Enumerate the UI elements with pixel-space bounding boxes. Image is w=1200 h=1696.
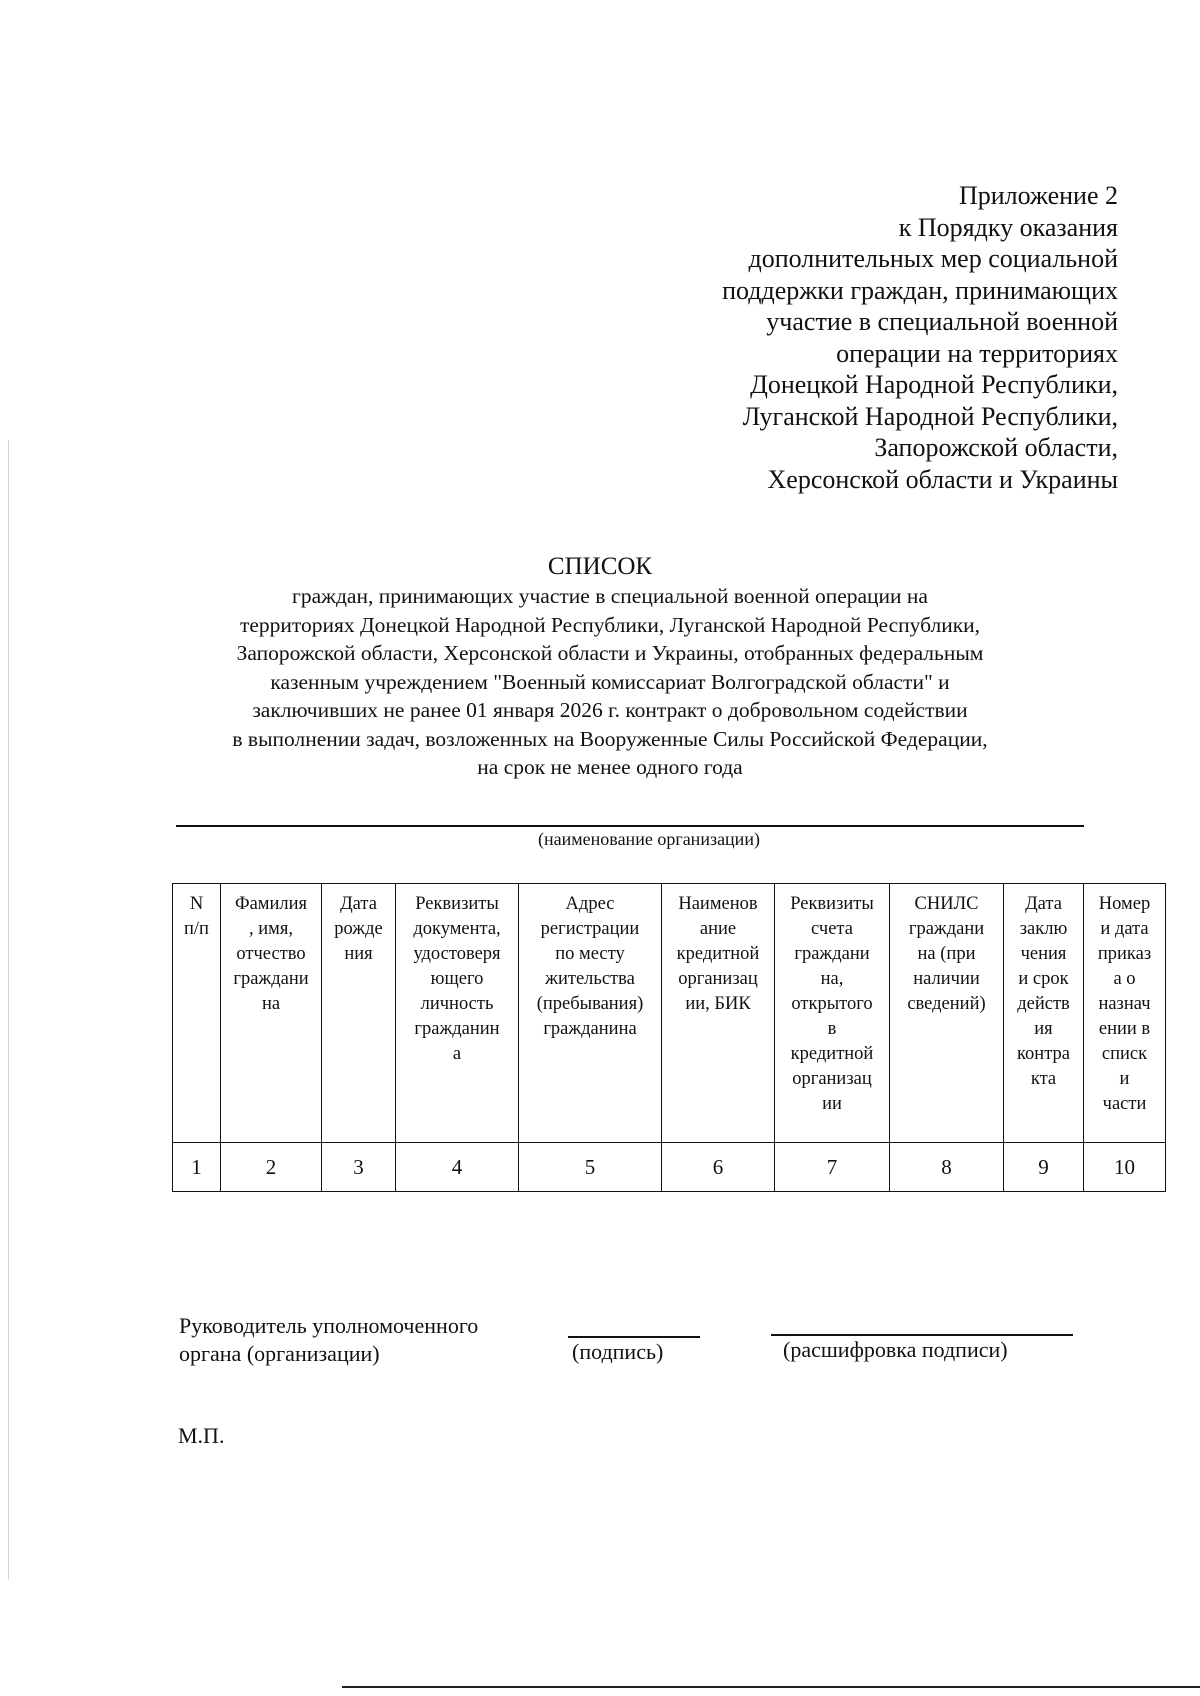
header-line: Адрес [565, 894, 615, 914]
header-line: кредитной [790, 1044, 874, 1064]
header-line: гражданина [543, 1019, 637, 1039]
header-line: ия [1034, 1019, 1053, 1039]
column-number-cell: 3 [322, 1143, 396, 1192]
header-line: организац [792, 1069, 872, 1089]
column-number-cell: 10 [1084, 1143, 1166, 1192]
header-col-number [173, 884, 221, 1143]
document-subtitle [160, 582, 1060, 782]
header-line: и срок [1018, 969, 1069, 989]
subtitle-line: в выполнении задач, возложенных на Вооруженные Силы Российской Федерации, [232, 726, 988, 751]
signatory-label [179, 1312, 478, 1368]
appendix-line: операции на территориях [836, 338, 1118, 368]
header-col-order [1084, 884, 1166, 1143]
header-col-id-document [396, 884, 519, 1143]
header-line: а [452, 1044, 462, 1064]
page-scan-edge [8, 440, 9, 1580]
header-line: граждани [908, 919, 985, 939]
column-number-cell: 2 [221, 1143, 322, 1192]
header-line: ии [822, 1094, 842, 1114]
header-line: ния [344, 944, 373, 964]
header-col-birthdate [322, 884, 396, 1143]
column-number-cell: 6 [662, 1143, 775, 1192]
header-line: СНИЛС [914, 894, 979, 914]
header-line: ии, БИК [685, 994, 751, 1014]
column-number-cell: 5 [519, 1143, 662, 1192]
subtitle-line: территориях Донецкой Народной Республики, Луганской Народной Республики, [239, 612, 981, 637]
header-line: кта [1030, 1069, 1057, 1089]
header-line: Дата [1025, 894, 1062, 914]
column-number-cell: 7 [775, 1143, 890, 1192]
header-line: (пребывания) [536, 994, 644, 1014]
header-line: заклю [1019, 919, 1068, 939]
header-line: регистрации [540, 919, 640, 939]
appendix-line: Приложение 2 [958, 181, 1118, 210]
column-number-cell: 9 [1004, 1143, 1084, 1192]
stamp-place-label: М.П. [178, 1423, 225, 1448]
header-line: и [1119, 1069, 1130, 1089]
header-line: приказ [1097, 944, 1152, 964]
subtitle-line: на срок не менее одного года [477, 755, 743, 779]
signature-caption: (подпись) [572, 1339, 664, 1364]
header-line: , имя, [249, 919, 293, 939]
appendix-line: дополнительных мер социальной [748, 244, 1118, 273]
signature-decode-caption: (расшифровка подписи) [783, 1337, 1008, 1362]
column-number-cell: 4 [396, 1143, 519, 1192]
header-col-fullname [221, 884, 322, 1143]
header-line: Фамилия [234, 894, 308, 914]
subtitle-line: Запорожской области, Херсонской области и Украины, отобранных федеральным [236, 641, 984, 665]
header-line: чения [1020, 944, 1067, 964]
header-col-contract [1004, 884, 1084, 1143]
column-number-cell: 1 [173, 1143, 221, 1192]
header-line: гражданин [414, 1019, 500, 1039]
column-number-cell: 8 [890, 1143, 1004, 1192]
signatory-label-line: органа (организации) [179, 1341, 380, 1366]
header-line: Номер [1098, 894, 1151, 914]
header-line: и дата [1100, 919, 1149, 939]
header-line: рожде [334, 919, 383, 939]
header-line: открытого [791, 994, 873, 1014]
appendix-line: к Порядку оказания [898, 212, 1118, 242]
header-line: п/п [184, 919, 209, 939]
header-line: отчество [236, 944, 306, 964]
subtitle-line: граждан, принимающих участие в специальной военной операции на [292, 584, 928, 608]
header-line: кредитной [676, 944, 760, 964]
header-col-account [775, 884, 890, 1143]
header-col-address [519, 884, 662, 1143]
header-line: а о [1113, 969, 1136, 989]
header-line: сведений) [907, 994, 986, 1014]
citizens-table [172, 883, 1166, 1192]
header-line: Реквизиты [790, 894, 874, 914]
header-line: ание [699, 919, 737, 939]
appendix-line: Луганской Народной Республики, [742, 401, 1118, 431]
header-line: Реквизиты [415, 894, 499, 914]
appendix-line: Херсонской области и Украины [767, 464, 1118, 494]
header-line: на (при [917, 944, 976, 964]
header-line: на, [820, 969, 844, 989]
header-line: личность [420, 994, 494, 1014]
subtitle-line: казенным учреждением "Военный комиссариат Волгоградской области" и [270, 669, 950, 694]
header-line: граждани [794, 944, 870, 964]
header-line: части [1102, 1094, 1147, 1114]
header-line: на [261, 994, 281, 1014]
header-line: в [827, 1019, 837, 1039]
header-line: ющего [430, 969, 484, 989]
organization-caption: (наименование организации) [538, 829, 760, 849]
appendix-line: поддержки граждан, принимающих [722, 275, 1118, 305]
header-line: жительства [545, 969, 635, 989]
header-line: действ [1017, 994, 1070, 1014]
header-line: Дата [340, 894, 377, 914]
header-line: N [189, 894, 204, 914]
header-line: наличии [913, 969, 980, 989]
organization-name-line [176, 825, 1084, 827]
column-number-row [173, 1143, 1166, 1192]
header-line: организац [678, 969, 758, 989]
header-line: назнач [1098, 994, 1151, 1014]
page-bottom-rule [342, 1686, 1200, 1688]
header-line: по месту [555, 944, 625, 964]
header-line: счета [811, 919, 853, 939]
header-line: списк [1101, 1044, 1148, 1064]
appendix-line: участие в специальной военной [766, 307, 1118, 336]
header-line: граждани [233, 969, 309, 989]
appendix-line: Запорожской области, [874, 433, 1118, 462]
header-line: документа, [413, 919, 501, 939]
document-title: СПИСОК [547, 553, 653, 580]
appendix-line: Донецкой Народной Республики, [750, 370, 1118, 399]
header-col-bank [662, 884, 775, 1143]
header-col-snils [890, 884, 1004, 1143]
subtitle-line: заключивших не ранее 01 января 2026 г. контракт о добровольном содействии [252, 698, 968, 722]
header-line: удостоверя [413, 944, 501, 964]
table-header-row [173, 884, 1166, 1143]
header-line: контра [1017, 1044, 1070, 1064]
appendix-header [558, 180, 1118, 495]
header-line: Наименов [678, 894, 758, 914]
signatory-label-line: Руководитель уполномоченного [179, 1313, 479, 1338]
header-line: ении в [1098, 1019, 1151, 1039]
